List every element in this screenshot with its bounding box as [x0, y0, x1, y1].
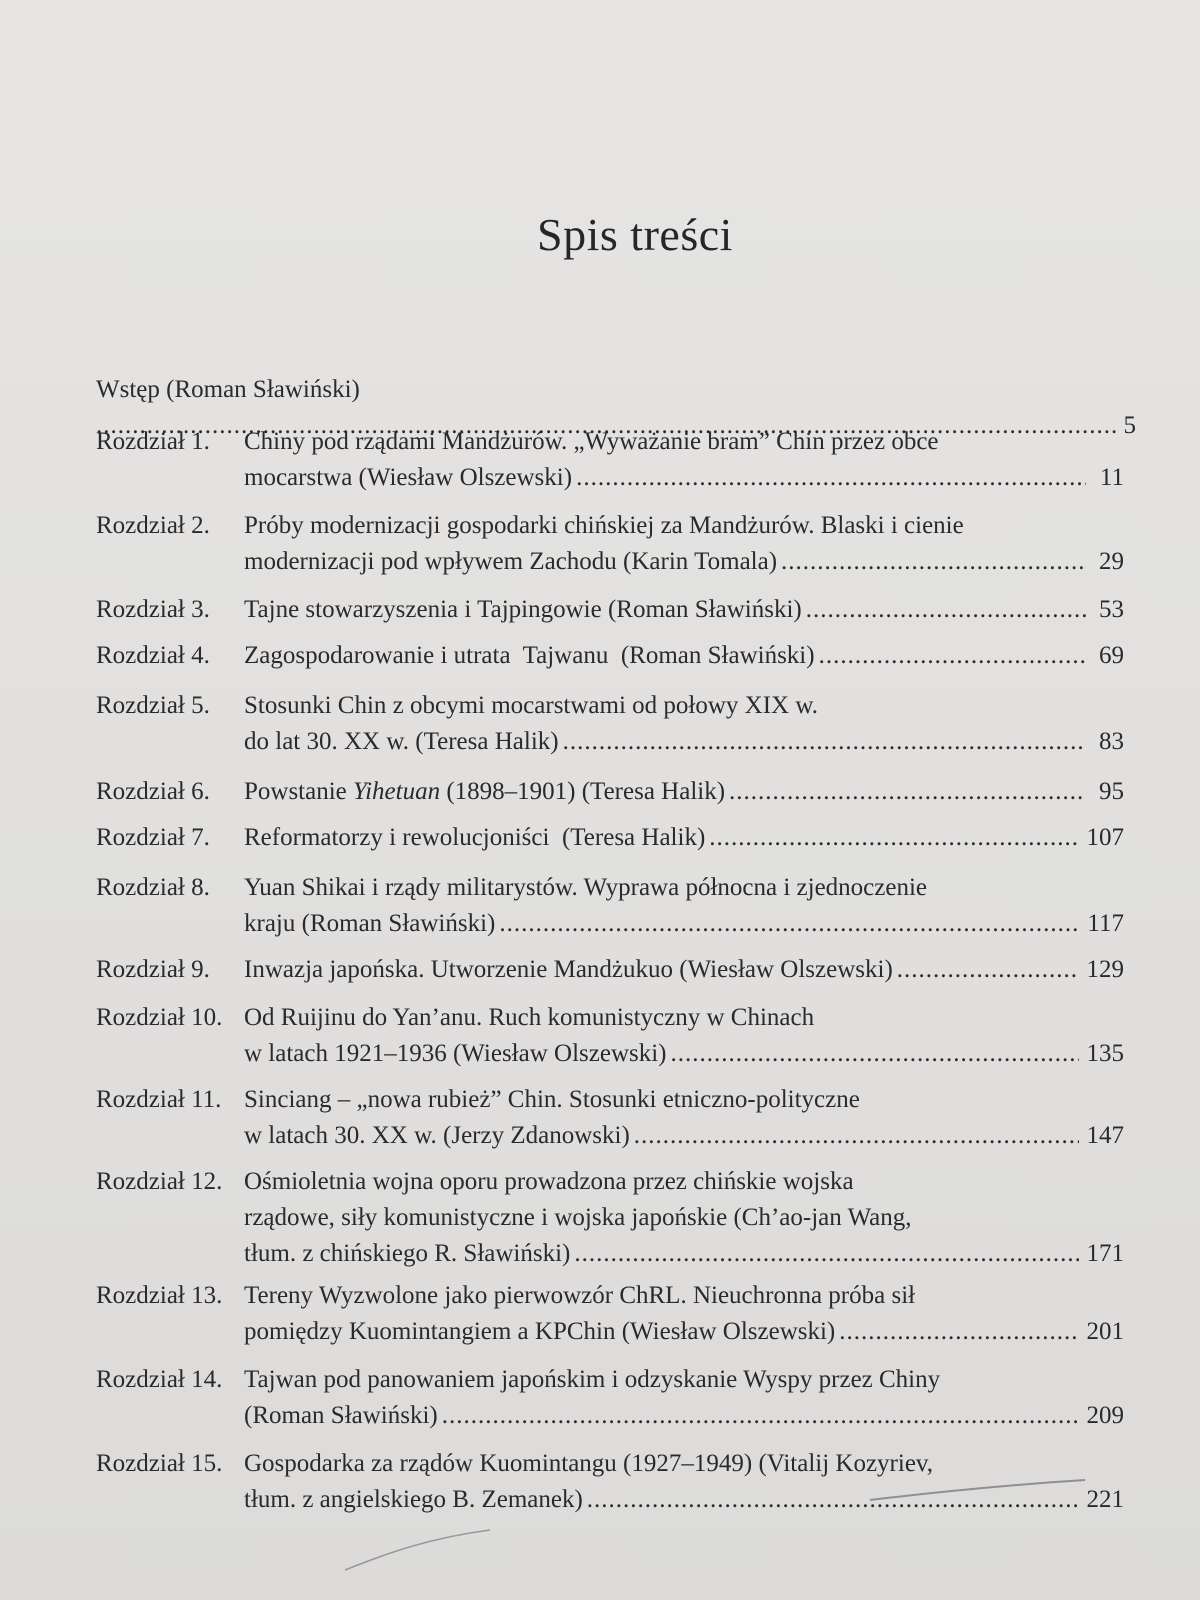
toc-entry-line: kraju (Roman Sławiński) — [244, 910, 496, 937]
toc-entry-line: do lat 30. XX w. (Teresa Halik) — [244, 728, 559, 755]
toc-entry-line: Yuan Shikai i rządy militarystów. Wyprawa północna i zjednoczenie — [244, 874, 928, 901]
leader-dots — [587, 1482, 1079, 1518]
toc-entry-line: Zagospodarowanie i utrata Tajwanu (Roman Sławiński) — [244, 642, 815, 669]
chapter-number: Rozdział 4. — [96, 642, 210, 669]
toc-page-number: 117 — [1087, 910, 1124, 937]
toc-entry-line: Inwazja japońska. Utworzenie Mandżukuo (Wiesław Olszewski) — [244, 956, 893, 983]
leader-dots — [563, 724, 1086, 760]
toc-entry-line: tłum. z chińskiego R. Sławiński) — [244, 1240, 571, 1267]
chapter-number: Rozdział 6. — [96, 778, 210, 805]
leader-dots — [897, 952, 1079, 988]
toc-page-number: 69 — [1099, 642, 1124, 669]
toc-page-number: 221 — [1086, 1486, 1124, 1513]
toc-page-number: 135 — [1086, 1040, 1124, 1067]
toc-entry-line: Tereny Wyzwolone jako pierwowzór ChRL. Nieuchronna próba sił — [244, 1282, 916, 1309]
toc-entry-line: Próby modernizacji gospodarki chińskiej za Mandżurów. Blaski i cienie — [244, 512, 964, 539]
toc-page-number: 147 — [1086, 1122, 1124, 1149]
chapter-number: Rozdział 14. — [96, 1366, 223, 1393]
pencil-stroke — [345, 1530, 490, 1570]
leader-dots — [839, 1314, 1078, 1350]
toc-page-number: 129 — [1086, 956, 1124, 983]
toc-entry-line: mocarstwa (Wiesław Olszewski) — [244, 464, 573, 491]
toc-entry-italic-term: Yihetuan — [353, 778, 441, 805]
leader-dots — [729, 774, 1086, 810]
toc-entry-line: Tajwan pod panowaniem japońskim i odzyskanie Wyspy przez Chiny — [244, 1366, 941, 1393]
toc-entry-line: Ośmioletnia wojna oporu prowadzona przez chińskie wojska — [244, 1168, 854, 1195]
toc-entry-line: Reformatorzy i rewolucjoniści (Teresa Halik) — [244, 824, 706, 851]
leader-dots — [442, 1398, 1079, 1434]
toc-entry-line: Chiny pod rządami Mandżurów. „Wyważanie bram” Chin przez obce — [244, 428, 939, 455]
toc-page-number: 5 — [1123, 412, 1136, 439]
leader-dots — [781, 544, 1086, 580]
chapter-number: Rozdział 15. — [96, 1450, 223, 1477]
leader-dots — [634, 1118, 1079, 1154]
toc-entry-line: Stosunki Chin z obcymi mocarstwami od połowy XIX w. — [244, 692, 819, 719]
toc-entry-line: modernizacji pod wpływem Zachodu (Karin Tomala) — [244, 548, 778, 575]
chapter-number: Rozdział 10. — [96, 1004, 223, 1031]
chapter-number: Rozdział 8. — [96, 874, 210, 901]
toc-page-number: 53 — [1099, 596, 1124, 623]
toc-entry-line — [244, 774, 725, 810]
chapter-number: Rozdział 9. — [96, 956, 210, 983]
chapter-number: Rozdział 7. — [96, 824, 210, 851]
chapter-number: Rozdział 13. — [96, 1282, 223, 1309]
leader-dots — [819, 638, 1086, 674]
toc-page-number: 83 — [1099, 728, 1124, 755]
leader-dots — [499, 906, 1079, 942]
leader-dots — [576, 460, 1086, 496]
toc-page-number: 201 — [1086, 1318, 1124, 1345]
toc-entry-title: Wstęp (Roman Sławiński) — [96, 376, 360, 403]
toc-page-number: 171 — [1086, 1240, 1124, 1267]
toc-entry-line: Sinciang – „nowa rubież” Chin. Stosunki etniczno-polityczne — [244, 1086, 860, 1113]
page-title: Spis treści — [537, 209, 733, 260]
chapter-number: Rozdział 5. — [96, 692, 210, 719]
chapter-number: Rozdział 3. — [96, 596, 210, 623]
leader-dots — [806, 592, 1086, 628]
toc-entry-line: w latach 30. XX w. (Jerzy Zdanowski) — [244, 1122, 630, 1149]
toc-page-number: 209 — [1086, 1402, 1124, 1429]
toc-page-number: 95 — [1099, 778, 1124, 805]
leader-dots — [709, 820, 1078, 856]
toc-entry-line: Od Ruijinu do Yan’anu. Ruch komunistyczny w Chinach — [244, 1004, 815, 1031]
toc-page-number: 107 — [1086, 824, 1124, 851]
leader-dots — [574, 1236, 1078, 1272]
chapter-number: Rozdział 1. — [96, 428, 210, 455]
leader-dots — [671, 1036, 1079, 1072]
toc-page-number: 11 — [1099, 464, 1124, 491]
toc-entry-line: rządowe, siły komunistyczne i wojska japońskie (Ch’ao-jan Wang, — [244, 1204, 912, 1231]
toc-entry-line: Tajne stowarzyszenia i Tajpingowie (Roman Sławiński) — [244, 596, 802, 623]
toc-entry-line: tłum. z angielskiego B. Zemanek) — [244, 1486, 583, 1513]
toc-entry-text: Powstanie — [244, 778, 354, 805]
toc-entry-line: pomiędzy Kuomintangiem a KPChin (Wiesław Olszewski) — [244, 1318, 836, 1345]
toc-entry-line: Gospodarka za rządów Kuomintangu (1927–1949) (Vitalij Kozyriev, — [244, 1450, 934, 1477]
chapter-number: Rozdział 12. — [96, 1168, 223, 1195]
chapter-number: Rozdział 11. — [96, 1086, 222, 1113]
chapter-number: Rozdział 2. — [96, 512, 210, 539]
toc-entry-line: (Roman Sławiński) — [244, 1402, 438, 1429]
toc-entry-line: w latach 1921–1936 (Wiesław Olszewski) — [244, 1040, 667, 1067]
toc-entry-text: (1898–1901) (Teresa Halik) — [440, 778, 726, 805]
toc-page-number: 29 — [1099, 548, 1124, 575]
